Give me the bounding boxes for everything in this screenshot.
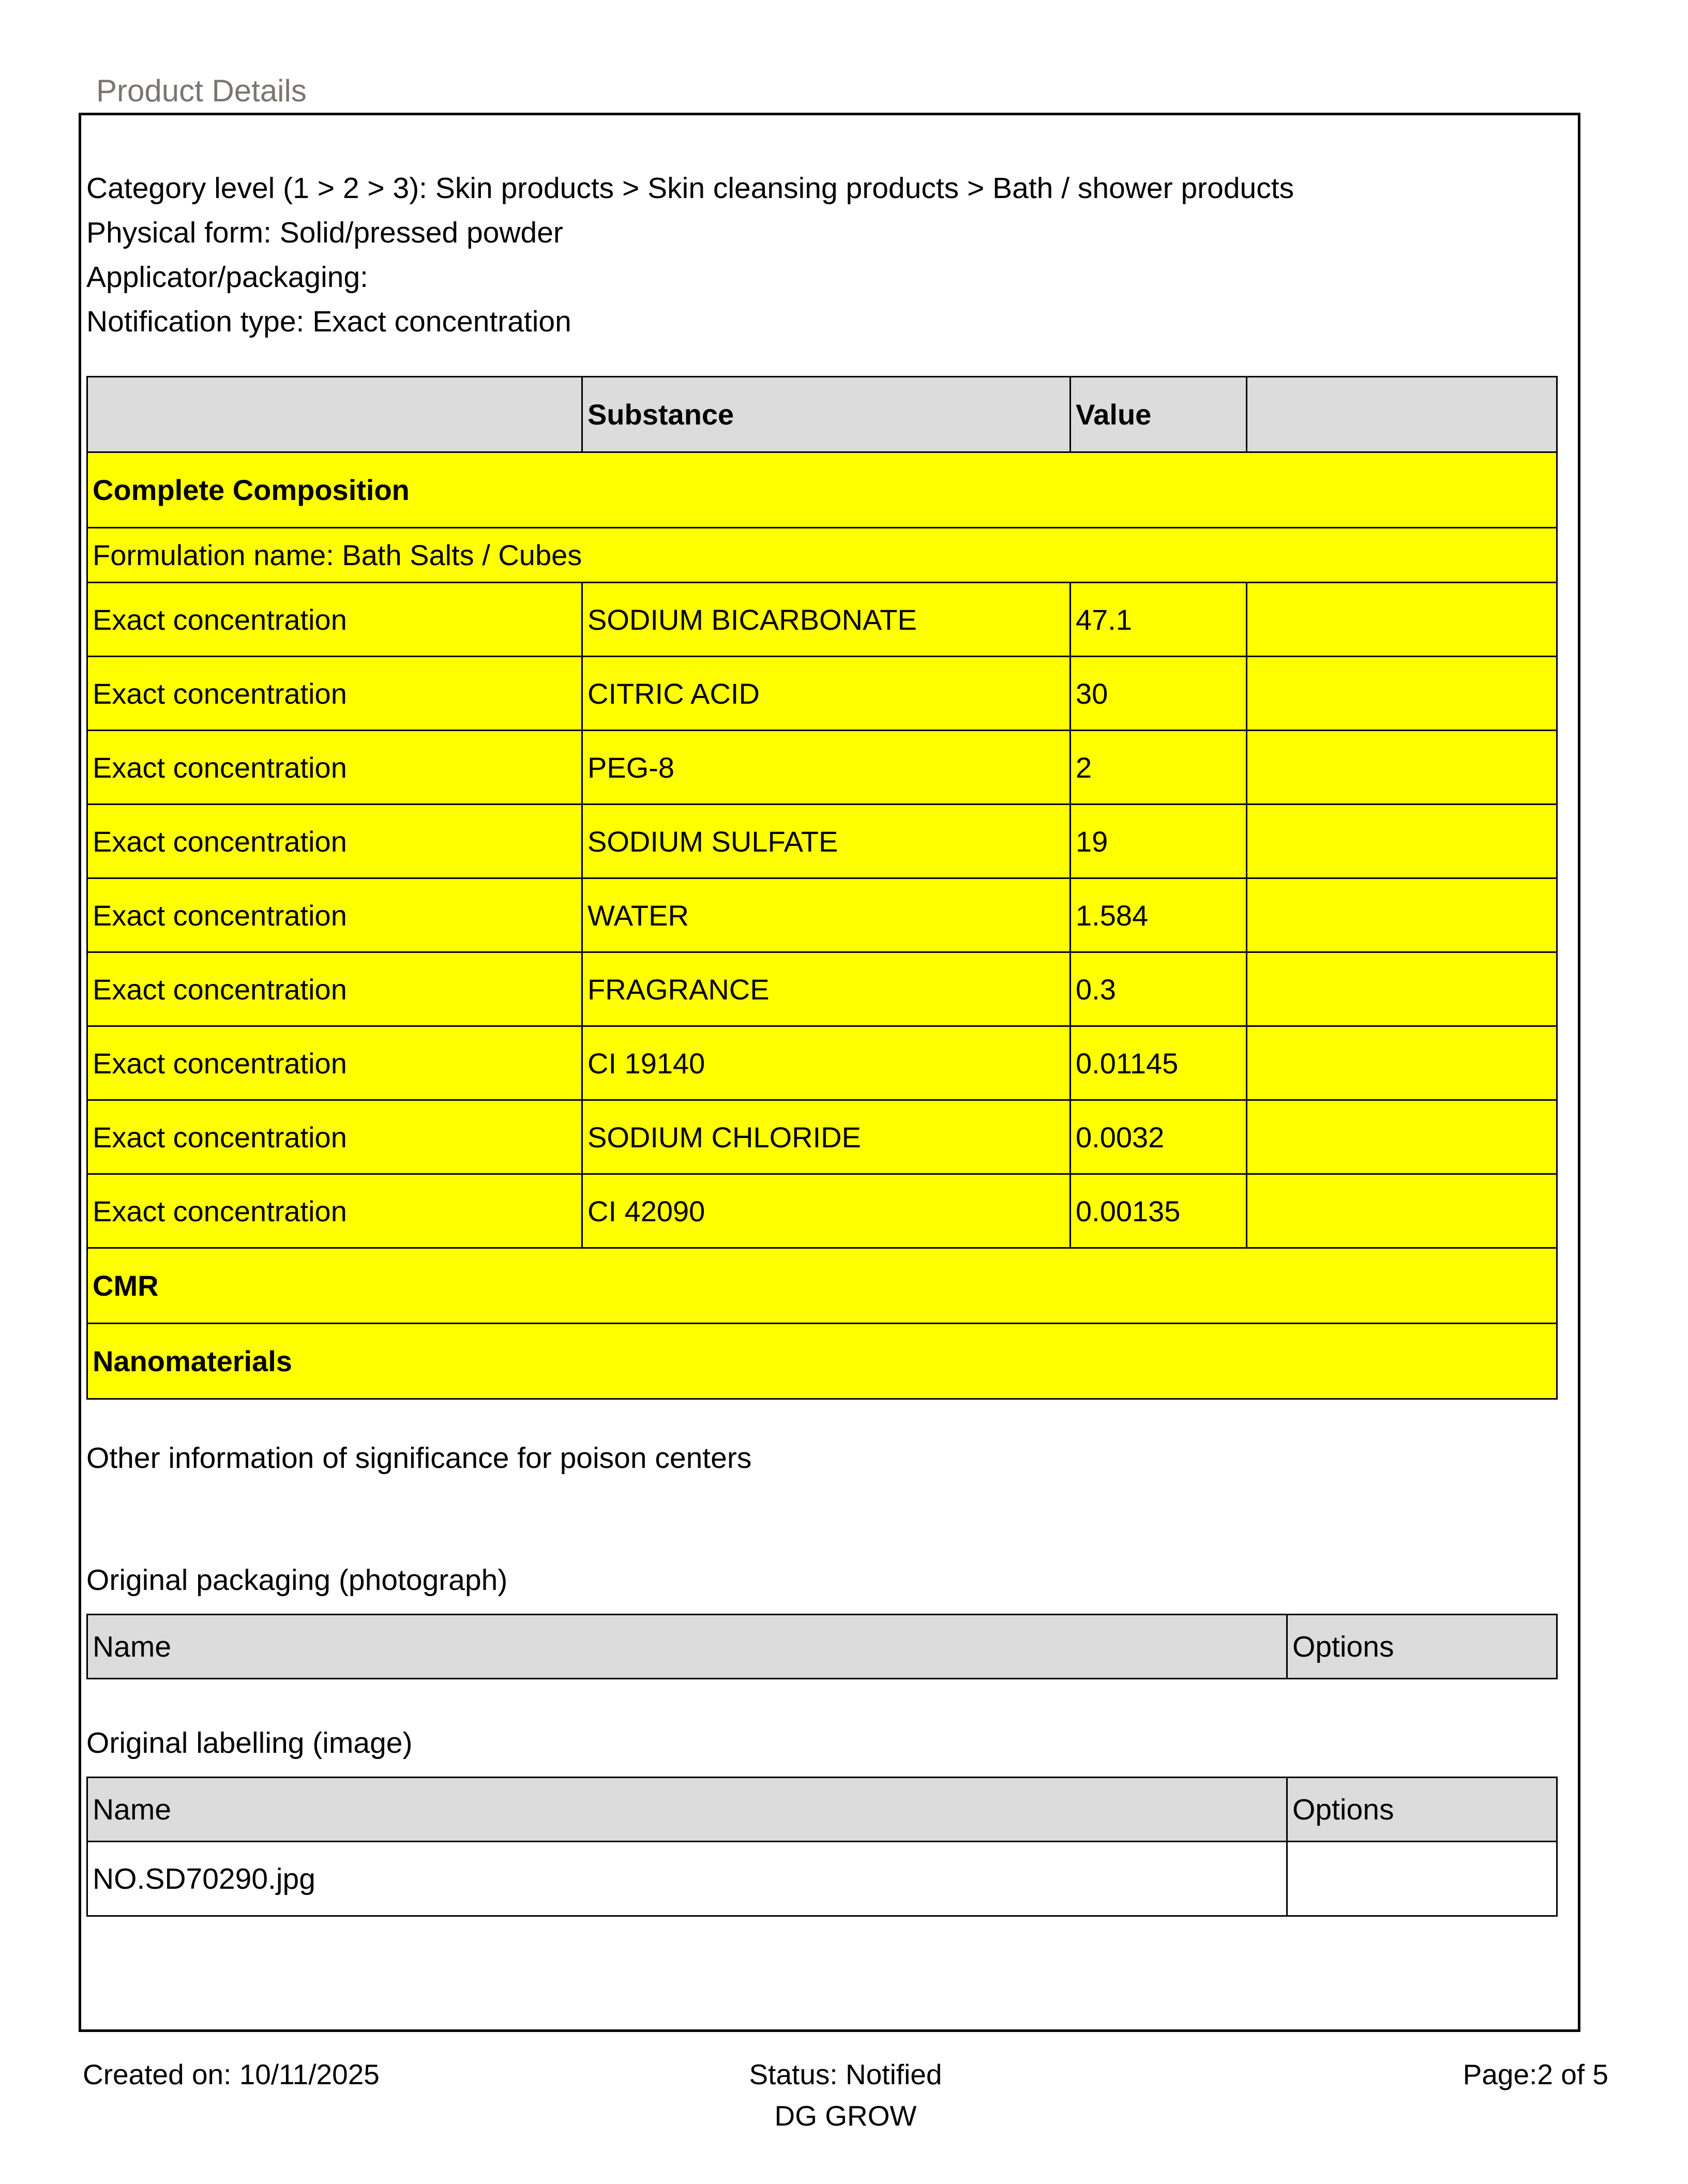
concentration-type-cell: Exact concentration bbox=[87, 1100, 582, 1174]
substance-cell: CI 19140 bbox=[582, 1026, 1071, 1100]
value-cell: 2 bbox=[1071, 731, 1247, 805]
file-name-cell: NO.SD70290.jpg bbox=[87, 1842, 1287, 1916]
department-text: DG GROW bbox=[774, 2100, 917, 2132]
concentration-type-cell: Exact concentration bbox=[87, 952, 582, 1026]
complete-composition-header: Complete Composition bbox=[87, 452, 1557, 528]
composition-row bbox=[87, 878, 1557, 952]
value-cell: 19 bbox=[1071, 805, 1247, 878]
value-cell: 0.3 bbox=[1071, 952, 1247, 1026]
composition-row bbox=[87, 1100, 1557, 1174]
product-meta bbox=[86, 166, 1578, 344]
status-text: Status: Notified bbox=[749, 2058, 942, 2090]
packaging-table bbox=[86, 1614, 1558, 1679]
complete-composition-header-row bbox=[87, 452, 1557, 528]
formulation-name-row bbox=[87, 528, 1557, 583]
composition-row bbox=[87, 1174, 1557, 1248]
concentration-type-cell: Exact concentration bbox=[87, 583, 582, 657]
empty-cell bbox=[1247, 952, 1557, 1026]
substance-cell: WATER bbox=[582, 878, 1071, 952]
empty-cell bbox=[1247, 878, 1557, 952]
formulation-name: Formulation name: Bath Salts / Cubes bbox=[87, 528, 1557, 583]
packaging-section-title: Original packaging (photograph) bbox=[86, 1564, 508, 1597]
value-cell: 0.00135 bbox=[1071, 1174, 1247, 1248]
substance-cell: FRAGRANCE bbox=[582, 952, 1071, 1026]
empty-cell bbox=[1247, 731, 1557, 805]
value-cell: 0.0032 bbox=[1071, 1100, 1247, 1174]
cmr-section-row bbox=[87, 1248, 1557, 1324]
composition-row bbox=[87, 657, 1557, 731]
composition-header-row bbox=[87, 377, 1557, 452]
composition-row bbox=[87, 952, 1557, 1026]
empty-cell bbox=[1247, 1100, 1557, 1174]
empty-column-header bbox=[87, 377, 582, 452]
empty-column-header bbox=[1247, 377, 1557, 452]
empty-cell bbox=[1247, 805, 1557, 878]
composition-row bbox=[87, 731, 1557, 805]
composition-row bbox=[87, 805, 1557, 878]
created-on-text: Created on: 10/11/2025 bbox=[83, 2058, 380, 2090]
concentration-type-cell: Exact concentration bbox=[87, 1174, 582, 1248]
options-column-header: Options bbox=[1287, 1778, 1557, 1842]
concentration-type-cell: Exact concentration bbox=[87, 1026, 582, 1100]
concentration-type-cell: Exact concentration bbox=[87, 731, 582, 805]
concentration-type-cell: Exact concentration bbox=[87, 805, 582, 878]
file-options-cell bbox=[1287, 1842, 1557, 1916]
substance-cell: SODIUM CHLORIDE bbox=[582, 1100, 1071, 1174]
category-level-line: Category level (1 > 2 > 3): Skin products > Skin cleansing products > Bath / shower products bbox=[86, 172, 1294, 205]
empty-cell bbox=[1247, 1026, 1557, 1100]
product-details-box bbox=[79, 113, 1580, 2032]
substance-cell: SODIUM SULFATE bbox=[582, 805, 1071, 878]
options-column-header: Options bbox=[1287, 1615, 1557, 1679]
value-cell: 47.1 bbox=[1071, 583, 1247, 657]
footer-center bbox=[591, 2054, 1099, 2136]
composition-row bbox=[87, 583, 1557, 657]
value-column-header: Value bbox=[1071, 377, 1247, 452]
composition-table bbox=[86, 376, 1558, 1400]
name-column-header: Name bbox=[87, 1778, 1287, 1842]
substance-cell: CI 42090 bbox=[582, 1174, 1071, 1248]
labelling-file-row bbox=[87, 1842, 1557, 1916]
page-title: Product Details bbox=[96, 73, 307, 108]
empty-cell bbox=[1247, 583, 1557, 657]
concentration-type-cell: Exact concentration bbox=[87, 878, 582, 952]
substance-cell: CITRIC ACID bbox=[582, 657, 1071, 731]
nanomaterials-section-header: Nanomaterials bbox=[87, 1324, 1557, 1399]
labelling-header-row bbox=[87, 1778, 1557, 1842]
concentration-type-cell: Exact concentration bbox=[87, 657, 582, 731]
substance-column-header: Substance bbox=[582, 377, 1071, 452]
physical-form-line: Physical form: Solid/pressed powder bbox=[86, 216, 563, 249]
substance-cell: PEG-8 bbox=[582, 731, 1071, 805]
notification-type-line: Notification type: Exact concentration bbox=[86, 305, 571, 338]
substance-cell: SODIUM BICARBONATE bbox=[582, 583, 1071, 657]
composition-row bbox=[87, 1026, 1557, 1100]
labelling-table bbox=[86, 1777, 1558, 1917]
value-cell: 0.01145 bbox=[1071, 1026, 1247, 1100]
page-footer bbox=[79, 2054, 1608, 2136]
page-number-text: Page:2 of 5 bbox=[1463, 2058, 1608, 2090]
name-column-header: Name bbox=[87, 1615, 1287, 1679]
nanomaterials-section-row bbox=[87, 1324, 1557, 1399]
other-info-title: Other information of significance for poison centers bbox=[86, 1442, 752, 1475]
value-cell: 1.584 bbox=[1071, 878, 1247, 952]
cmr-section-header: CMR bbox=[87, 1248, 1557, 1324]
empty-cell bbox=[1247, 657, 1557, 731]
value-cell: 30 bbox=[1071, 657, 1247, 731]
labelling-section-title: Original labelling (image) bbox=[86, 1726, 413, 1760]
packaging-header-row bbox=[87, 1615, 1557, 1679]
applicator-packaging-line: Applicator/packaging: bbox=[86, 261, 369, 294]
empty-cell bbox=[1247, 1174, 1557, 1248]
